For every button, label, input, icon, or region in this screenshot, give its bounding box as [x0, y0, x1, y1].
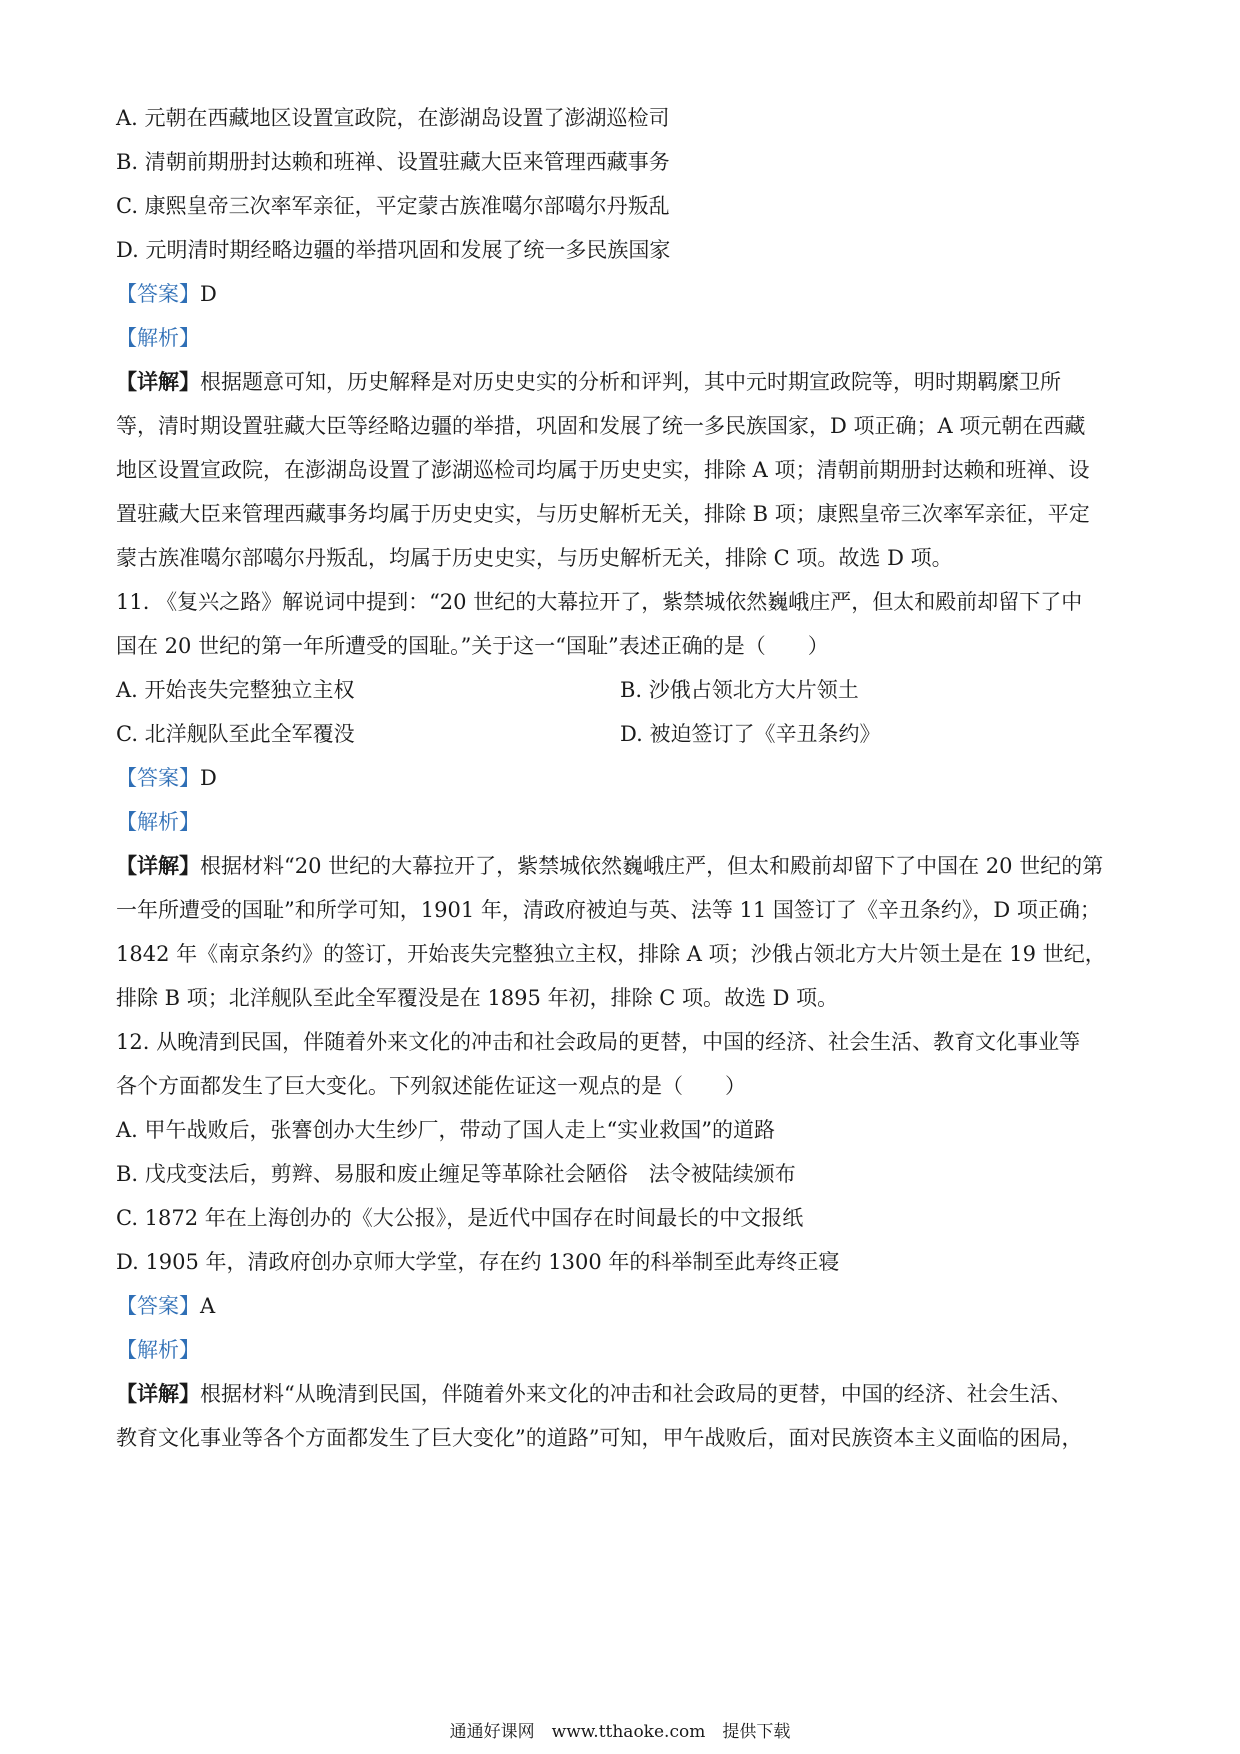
detail-tag: 【详解】: [116, 1381, 200, 1406]
detail-tag: 【详解】: [116, 853, 200, 878]
q11-detail-line: [116, 852, 1136, 880]
page-footer: 通通好课网 www.tthaoke.com 提供下载: [449, 1722, 791, 1742]
q11-stem: 11. 《复兴之路》解说词中提到：“20 世纪的大幕拉开了，紫禁城依然巍峨庄严，但太和殿前却留下了中: [116, 590, 1083, 614]
q11-stem: 国在 20 世纪的第一年所遭受的国耻。”关于这一“国耻”表述正确的是（ ）: [116, 634, 829, 658]
q10-detail-line: 蒙古族准噶尔部噶尔丹叛乱，均属于历史史实，与历史解析无关，排除 C 项。故选 D 项。: [116, 546, 953, 570]
analysis-tag: 【解析】: [116, 326, 200, 350]
q11-option-d: D. 被迫签订了《辛丑条约》: [620, 722, 881, 746]
q11-answer: [116, 764, 1136, 792]
q12-stem: 12. 从晚清到民国，伴随着外来文化的冲击和社会政局的更替，中国的经济、社会生活、教育文化事业等: [116, 1030, 1081, 1054]
answer-tag: 【答案】: [116, 766, 200, 790]
q10-analysis-heading: [116, 324, 1136, 352]
q10-option-a: A. 元朝在西藏地区设置宣政院，在澎湖岛设置了澎湖巡检司: [116, 106, 670, 130]
q11-option-b: B. 沙俄占领北方大片领土: [620, 678, 859, 702]
q10-answer: [116, 280, 1136, 308]
detail-text: 根据题意可知，历史解释是对历史史实的分析和评判，其中元时期宣政院等，明时期羁縻卫所: [200, 370, 1061, 394]
q11-option-c: C. 北洋舰队至此全军覆没: [116, 722, 355, 746]
analysis-tag: 【解析】: [116, 810, 200, 834]
q12-detail-line: 教育文化事业等各个方面都发生了巨大变化”的道路”可知，甲午战败后，面对民族资本主义面临的困局，: [116, 1426, 1083, 1450]
q12-option-a: A. 甲午战败后，张謇创办大生纱厂，带动了国人走上“实业救国”的道路: [116, 1118, 775, 1142]
q12-option-c: C. 1872 年在上海创办的《大公报》，是近代中国存在时间最长的中文报纸: [116, 1206, 804, 1230]
answer-tag: 【答案】: [116, 282, 200, 306]
q12-option-b: B. 戊戌变法后，剪辫、易服和废止缠足等革除社会陋俗 法令被陆续颁布: [116, 1162, 796, 1186]
q10-detail-line: 置驻藏大臣来管理西藏事务均属于历史史实，与历史解析无关，排除 B 项；康熙皇帝三次率军亲征，平定: [116, 502, 1090, 526]
answer-value: D: [200, 766, 217, 790]
detail-text: 根据材料“20 世纪的大幕拉开了，紫禁城依然巍峨庄严，但太和殿前却留下了中国在 20 世纪的第: [200, 854, 1104, 878]
q10-detail-line: 地区设置宣政院，在澎湖岛设置了澎湖巡检司均属于历史史实，排除 A 项；清朝前期册封达赖和班禅、设: [116, 458, 1090, 482]
q12-detail-line: [116, 1380, 1136, 1408]
q10-option-d: D. 元明清时期经略边疆的举措巩固和发展了统一多民族国家: [116, 238, 671, 262]
answer-tag: 【答案】: [116, 1294, 200, 1318]
detail-text: 根据材料“从晚清到民国，伴随着外来文化的冲击和社会政局的更替，中国的经济、社会生活、: [200, 1382, 1072, 1406]
q11-detail-line: 排除 B 项；北洋舰队至此全军覆没是在 1895 年初，排除 C 项。故选 D 项。: [116, 986, 839, 1010]
answer-value: A: [200, 1294, 216, 1318]
q10-option-b: B. 清朝前期册封达赖和班禅、设置驻藏大臣来管理西藏事务: [116, 150, 670, 174]
q12-option-d: D. 1905 年，清政府创办京师大学堂，存在约 1300 年的科举制至此寿终正寝: [116, 1250, 840, 1274]
q10-option-c: C. 康熙皇帝三次率军亲征，平定蒙古族准噶尔部噶尔丹叛乱: [116, 194, 670, 218]
q11-detail-line: 1842 年《南京条约》的签订，开始丧失完整独立主权，排除 A 项；沙俄占领北方大片领土是在 19 世纪，: [116, 942, 1106, 966]
q10-detail-line: [116, 368, 1136, 396]
analysis-tag: 【解析】: [116, 1338, 200, 1362]
q11-option-a: A. 开始丧失完整独立主权: [116, 678, 355, 702]
answer-value: D: [200, 282, 217, 306]
detail-tag: 【详解】: [116, 369, 200, 394]
q10-detail-line: 等，清时期设置驻藏大臣等经略边疆的举措，巩固和发展了统一多民族国家，D 项正确；A 项元朝在西藏: [116, 414, 1086, 438]
q12-stem: 各个方面都发生了巨大变化。下列叙述能佐证这一观点的是（ ）: [116, 1074, 746, 1098]
q12-analysis-heading: [116, 1336, 1136, 1364]
q11-analysis-heading: [116, 808, 1136, 836]
q11-detail-line: 一年所遭受的国耻”和所学可知，1901 年，清政府被迫与英、法等 11 国签订了《辛丑条约》，D 项正确；: [116, 898, 1101, 922]
q12-answer: [116, 1292, 1136, 1320]
